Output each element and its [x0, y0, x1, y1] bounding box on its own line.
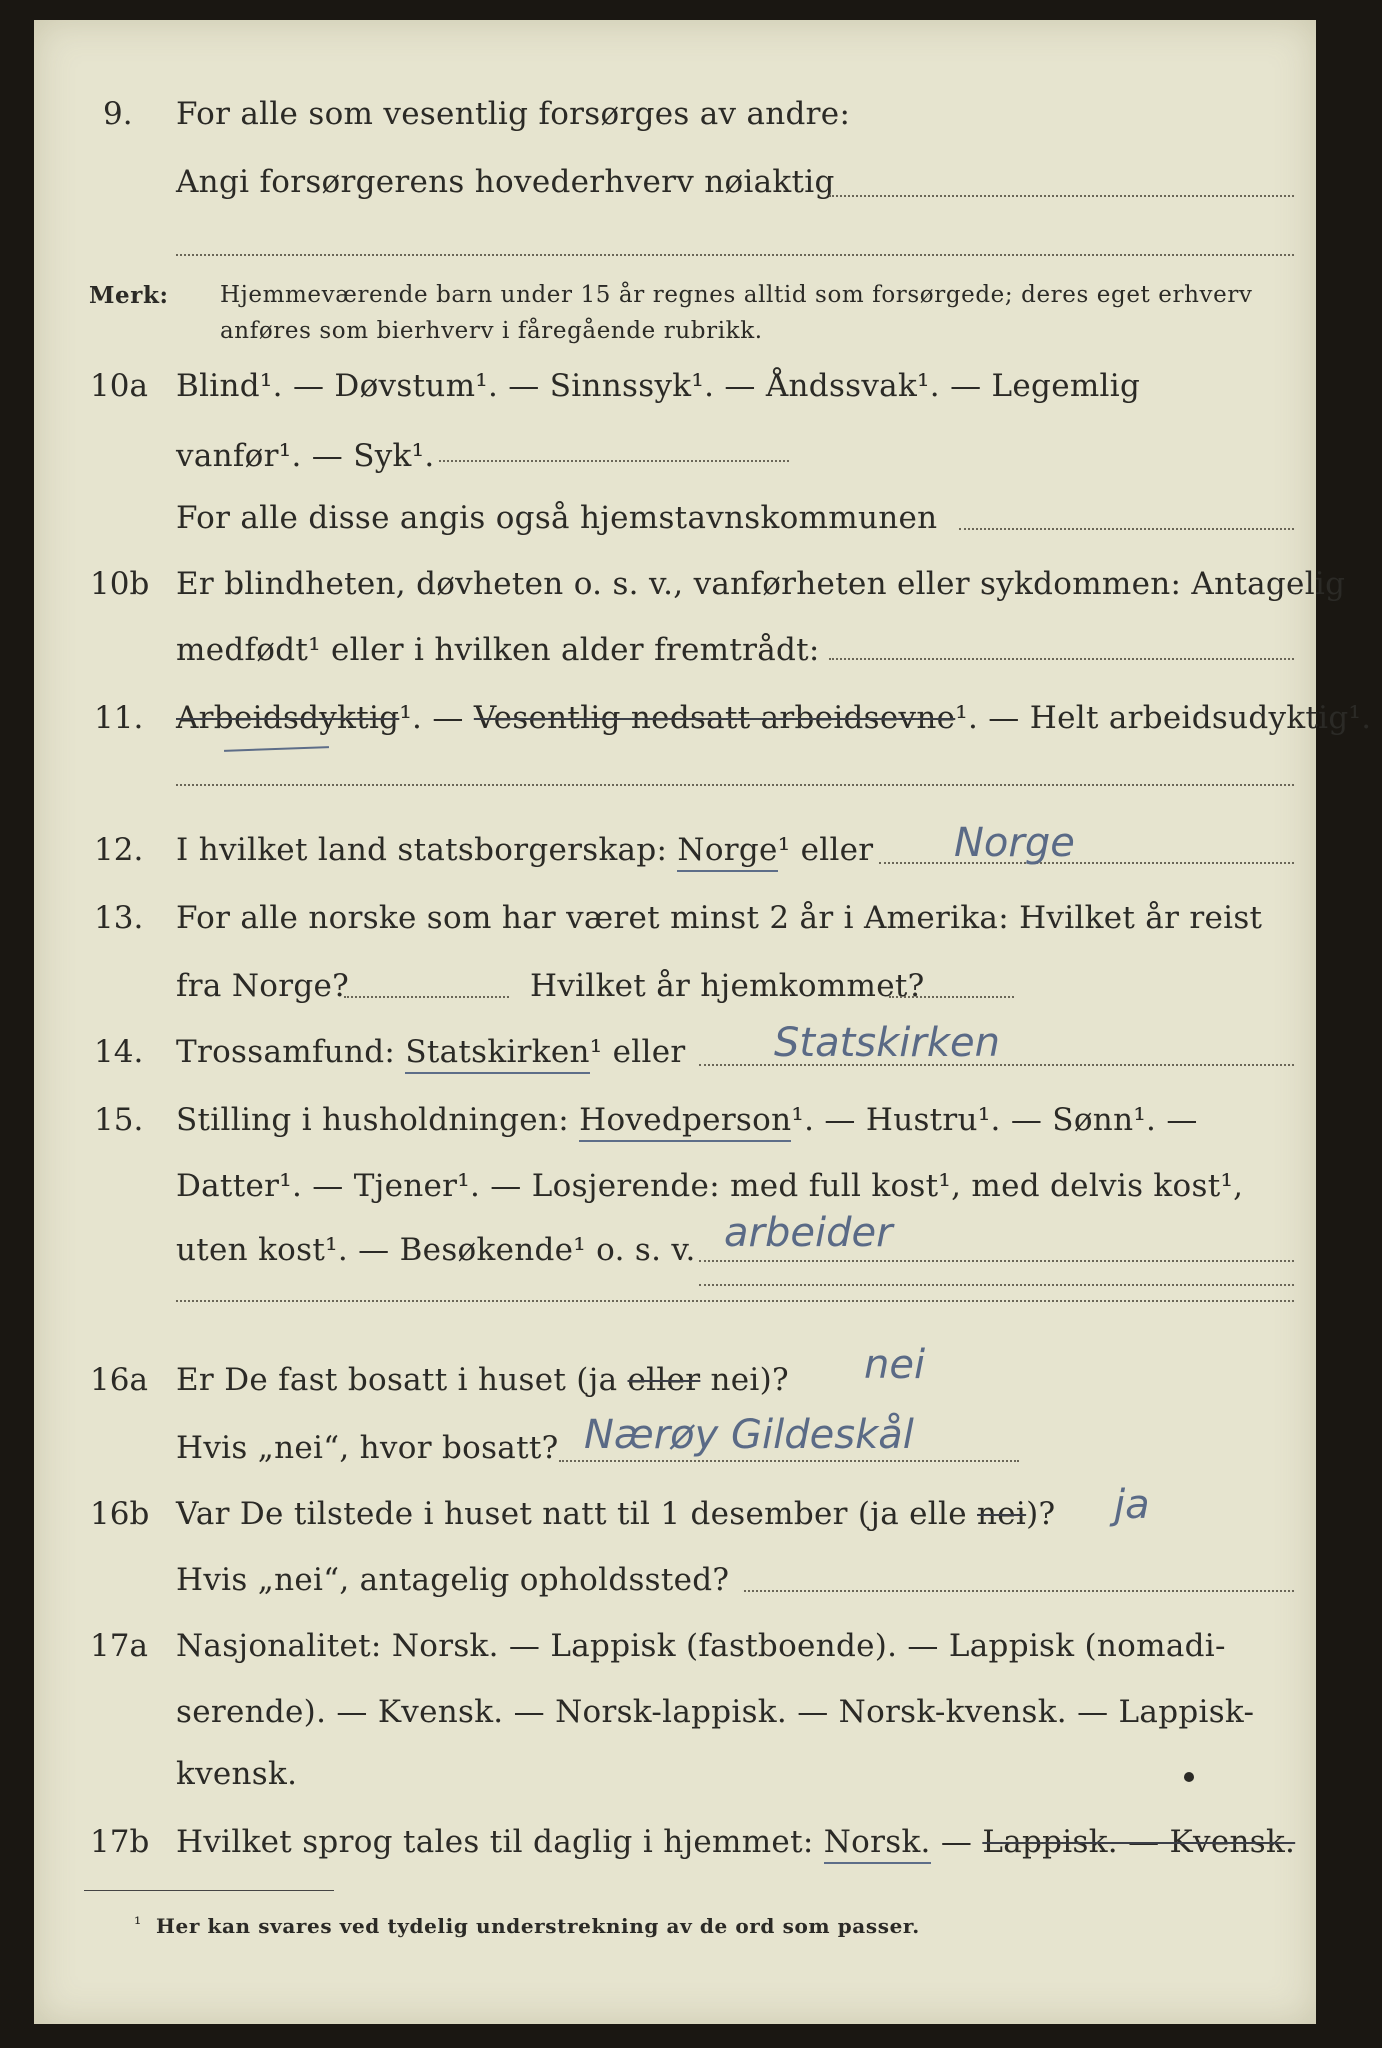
q16b-handwritten-answer: ja	[1114, 1482, 1150, 1528]
q14-option-statskirken: Statskirken	[405, 1034, 589, 1074]
q15-answer-line	[699, 1260, 1294, 1262]
q15-handwritten-answer: arbeider	[724, 1210, 893, 1256]
q11-pen-underline	[224, 746, 329, 752]
q16a-handwritten-answer-2: Nærøy Gildeskål	[584, 1412, 914, 1458]
q17a-ink-dot	[1184, 1772, 1194, 1782]
q15-options-rest: ¹. — Hustru¹. — Sønn¹. —	[791, 1102, 1198, 1138]
q15-line2: Datter¹. — Tjener¹. — Losjerende: med full kost¹, med delvis kost¹,	[176, 1168, 1244, 1204]
q17b-struck-options: Lappisk. — Kvensk.	[982, 1824, 1296, 1860]
q16a-line1	[176, 1362, 789, 1398]
footnote-mark: ¹	[134, 1914, 142, 1935]
q17a-line2: serende). — Kvensk. — Norsk-lappisk. — Norsk-kvensk. — Lappisk-	[176, 1694, 1255, 1730]
q17b-question: Hvilket sprog tales til daglig i hjemmet:	[176, 1824, 824, 1860]
q16a-question-end: nei)?	[700, 1362, 789, 1398]
q13-departure-line	[344, 996, 509, 998]
q16b-question-end: )?	[1026, 1496, 1056, 1532]
q12-or: ¹ eller	[777, 832, 874, 868]
footnote-rule	[84, 1890, 334, 1891]
q11-option-arbeidsdyktig: Arbeidsdyktig	[176, 700, 400, 736]
q11-answer-line	[176, 784, 1294, 786]
q12-text	[176, 832, 873, 868]
q16b-question: Var De tilstede i huset natt til 1 desember (ja elle	[176, 1496, 978, 1532]
q14-handwritten-answer: Statskirken	[774, 1020, 1000, 1066]
q11-number: 11.	[94, 700, 144, 736]
q12-number: 12.	[94, 832, 144, 868]
q17a-line3: kvensk.	[176, 1756, 298, 1792]
q10a-line2: vanfør¹. — Syk¹.	[176, 438, 435, 474]
q12-handwritten-answer: Norge	[954, 820, 1075, 866]
q10b-number: 10b	[90, 566, 150, 602]
q17b-option-norsk: Norsk.	[824, 1824, 931, 1864]
q11-option-nedsatt: Vesentlig nedsatt arbeidsevne	[473, 700, 956, 736]
q16b-line1	[176, 1496, 1055, 1532]
q10a-number: 10a	[90, 368, 148, 404]
q10b-answer-line	[829, 658, 1294, 660]
q13-number: 13.	[94, 900, 144, 936]
q14-question: Trossamfund:	[176, 1034, 406, 1070]
footnote-text: Her kan svares ved tydelig understrekning av de ord som passer.	[156, 1914, 920, 1938]
q10a-line1: Blind¹. — Døvstum¹. — Sinnssyk¹. — Åndssvak¹. — Legemlig	[176, 368, 1141, 404]
merk-line1: Hjemmeværende barn under 15 år regnes alltid som forsørgede; deres eget erhverv	[220, 282, 1253, 308]
q9-answer-line	[829, 195, 1294, 197]
q11-rest: ¹. — Helt arbeidsudyktig¹.	[955, 700, 1372, 736]
q10a-answer-line	[439, 460, 789, 462]
q16b-number: 16b	[90, 1496, 150, 1532]
q16a-number: 16a	[90, 1362, 148, 1398]
q15-line3: uten kost¹. — Besøkende¹ o. s. v.	[176, 1232, 696, 1268]
q16a-line2: Hvis „nei“, hvor bosatt?	[176, 1430, 559, 1466]
q11-text	[176, 700, 1371, 736]
merk-line2: anføres som bierhverv i fåregående rubrikk.	[220, 318, 763, 344]
q12-question: I hvilket land statsborgerskap:	[176, 832, 678, 868]
q13-line1: For alle norske som har været minst 2 år i Amerika: Hvilket år reist	[176, 900, 1263, 936]
q16b-answer-line	[744, 1590, 1294, 1592]
q13-line2a: fra Norge?	[176, 968, 350, 1004]
merk-label: Merk:	[89, 282, 169, 309]
q16b-line2: Hvis „nei“, antagelig opholdssted?	[176, 1562, 730, 1598]
q13-return-line	[889, 996, 1014, 998]
q13-line2b: Hvilket år hjemkommet?	[530, 968, 925, 1004]
q14-or: ¹ eller	[589, 1034, 686, 1070]
q15-answer-line-3	[176, 1300, 1294, 1302]
q10b-line2: medfødt¹ eller i hvilken alder fremtrådt:	[176, 632, 820, 668]
census-form-page	[34, 20, 1372, 2024]
q17b-line1	[176, 1824, 1295, 1860]
q12-option-norge: Norge	[677, 832, 777, 872]
q15-question: Stilling i husholdningen:	[176, 1102, 580, 1138]
q15-number: 15.	[94, 1102, 144, 1138]
q15-line1	[176, 1102, 1198, 1138]
q9-number: 9.	[103, 96, 133, 132]
q14-number: 14.	[94, 1034, 144, 1070]
q10a-hometown-line	[959, 528, 1294, 530]
q16a-question: Er De fast bosatt i huset (ja	[176, 1362, 628, 1398]
q14-text	[176, 1034, 686, 1070]
q15-answer-line-2	[699, 1284, 1294, 1286]
q17a-line1: Nasjonalitet: Norsk. — Lappisk (fastboende). — Lappisk (nomadi-	[176, 1628, 1226, 1664]
q9-line2: Angi forsørgerens hovederhverv nøiaktig	[176, 164, 835, 200]
q11-sep1: ¹. —	[399, 700, 474, 736]
q10a-line3: For alle disse angis også hjemstavnskommunen	[176, 500, 938, 536]
q12-answer-line	[879, 862, 1294, 864]
q16a-struck-eller: eller	[627, 1362, 701, 1398]
q15-option-hovedperson: Hovedperson	[579, 1102, 791, 1142]
q9-line1: For alle som vesentlig forsørges av andre:	[176, 96, 851, 132]
q10b-line1: Er blindheten, døvheten o. s. v., vanførheten eller sykdommen: Antagelig	[176, 566, 1346, 602]
q16b-struck-nei: nei	[977, 1496, 1027, 1532]
q17b-number: 17b	[90, 1824, 150, 1860]
q16a-answer-line	[559, 1460, 1019, 1462]
q17a-number: 17a	[90, 1628, 148, 1664]
q16a-handwritten-answer-1: nei	[864, 1342, 926, 1388]
q17b-sep: —	[930, 1824, 983, 1860]
q9-answer-line-2	[176, 254, 1294, 256]
